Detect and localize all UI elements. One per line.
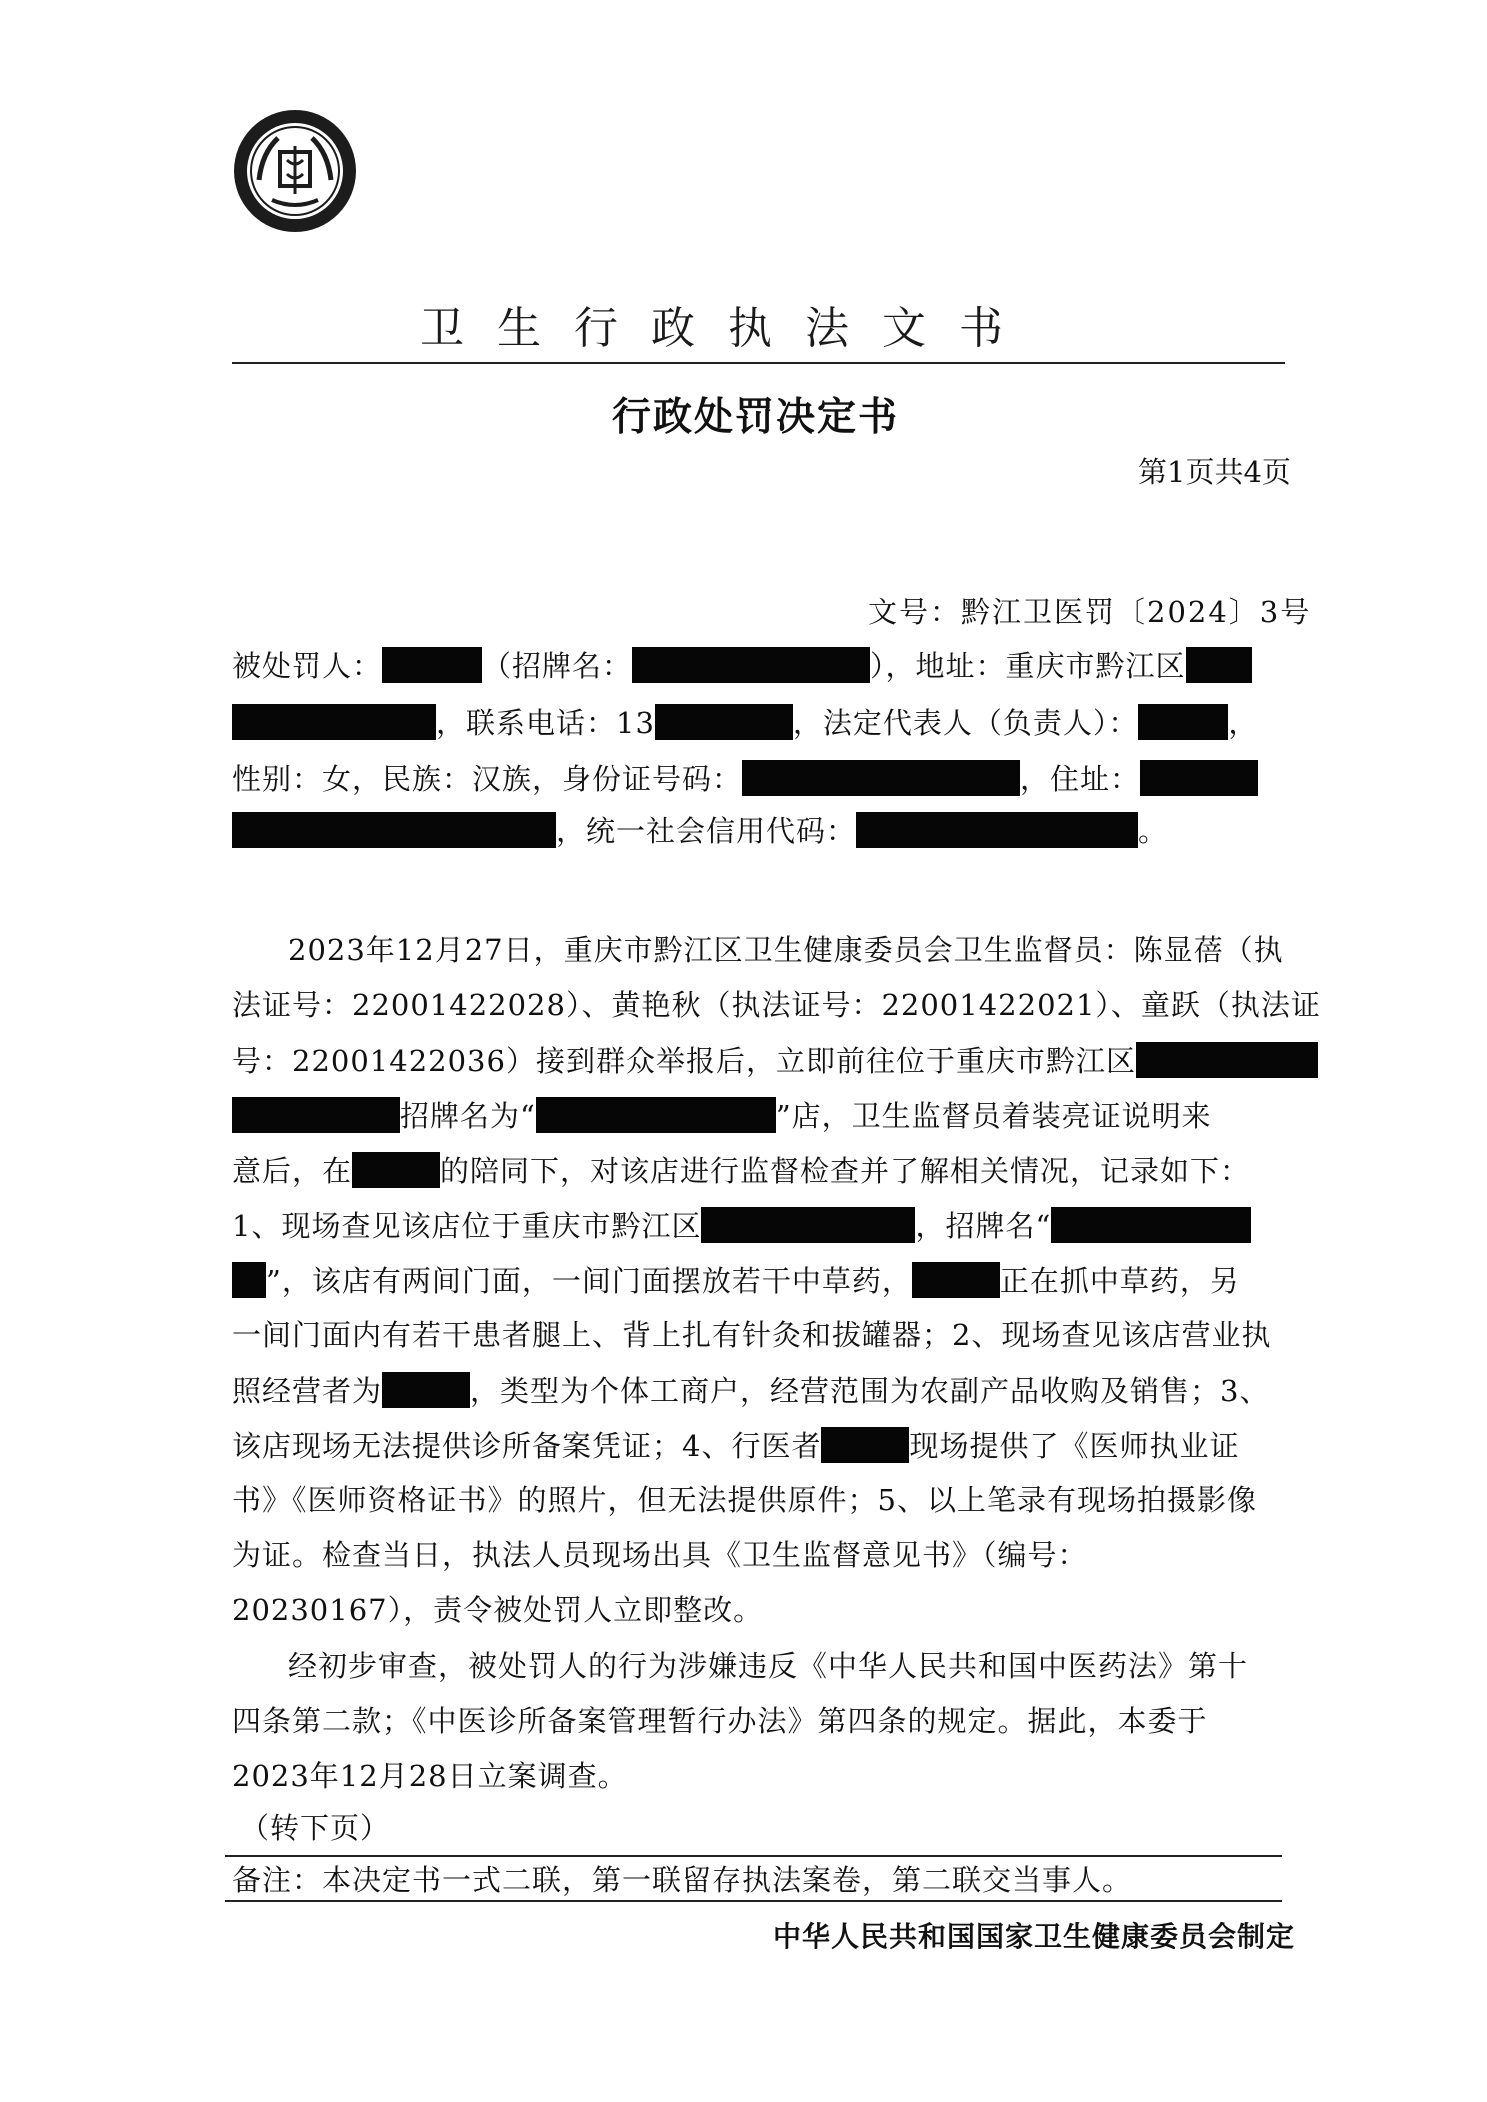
body-line (232, 1042, 1318, 1079)
redaction-bar (632, 647, 870, 683)
redaction-bar (352, 1152, 440, 1188)
redaction-bar (1051, 1207, 1251, 1243)
body-text: 现场提供了《医师执业证 (909, 1429, 1240, 1463)
redaction-bar (856, 812, 1138, 848)
body-line (232, 1372, 1269, 1409)
body-line: 一间门面内有若干患者腿上、背上扎有针灸和拔罐器；2、现场查见该店营业执 (232, 1318, 1272, 1352)
body-line (232, 1427, 1239, 1464)
body-line: 书》《医师资格证书》的照片，但无法提供原件；5、以上笔录有现场拍摄影像 (232, 1483, 1257, 1517)
body-line: 2023年12月28日立案调查。 (232, 1759, 628, 1793)
party-text: ，联系电话：13 (436, 706, 655, 740)
header-divider (232, 362, 1285, 364)
remark-note: 备注：本决定书一式二联，第一联留存执法案卷，第二联交当事人。 (232, 1863, 1133, 1897)
redaction-bar (742, 760, 1020, 796)
body-text: 意后，在 (232, 1154, 353, 1188)
document-number: 文号：黔江卫医罚〔2024〕3号 (868, 595, 1312, 629)
party-line-4 (232, 812, 1168, 849)
party-line-3 (232, 760, 1258, 797)
redaction-bar (382, 647, 482, 683)
body-text: 照经营者为 (232, 1374, 383, 1408)
body-text: 的陪同下，对该店进行监督检查并了解相关情况，记录如下： (440, 1154, 1251, 1188)
body-text: ，招牌名“ (915, 1209, 1052, 1243)
party-text: 性别：女，民族：汉族，身份证号码： (232, 762, 743, 796)
party-text: （招牌名： (482, 649, 633, 683)
redaction-bar (912, 1262, 1000, 1298)
redaction-bar (1136, 1042, 1318, 1078)
redaction-bar (232, 1097, 400, 1133)
body-text: 该店现场无法提供诊所备案凭证；4、行医者 (232, 1429, 822, 1463)
body-text: ”，该店有两间门面，一间门面摆放若干中草药， (266, 1264, 912, 1298)
redaction-bar (1138, 704, 1228, 740)
redaction-bar (821, 1427, 909, 1463)
body-text: 1、现场查见该店位于重庆市黔江区 (232, 1209, 702, 1243)
party-line-1 (232, 647, 1252, 684)
party-text: ， (1228, 706, 1259, 740)
body-line: 为证。检查当日，执法人员现场出具《卫生监督意见书》（编号： (232, 1538, 1088, 1572)
health-emblem-seal (232, 108, 358, 234)
body-text: ，类型为个体工商户，经营范围为农副产品收购及销售；3、 (470, 1374, 1270, 1408)
body-line (232, 1262, 1240, 1299)
party-text: 。 (1138, 814, 1169, 848)
party-text: ），地址：重庆市黔江区 (870, 649, 1186, 683)
redaction-bar (232, 1262, 266, 1298)
note-divider-bottom (225, 1900, 1282, 1902)
redaction-bar (701, 1207, 915, 1243)
issuer-footer: 中华人民共和国国家卫生健康委员会制定 (773, 1920, 1296, 1953)
page-number: 第1页共4页 (1138, 455, 1291, 489)
body-line: 2023年12月27日，重庆市黔江区卫生健康委员会卫生监督员：陈显蓓（执 (288, 933, 1284, 967)
body-line: 法证号：22001422028）、黄艳秋（执法证号：22001422021）、童跃（执法证 (232, 988, 1321, 1022)
body-text: ”店，卫生监督员着装亮证说明来 (775, 1099, 1212, 1133)
party-text: ，统一社会信用代码： (556, 814, 857, 848)
redaction-bar (536, 1097, 776, 1133)
document-heading: 行政处罚决定书 (612, 395, 900, 440)
note-divider-top (225, 1855, 1282, 1857)
redaction-bar (1140, 760, 1258, 796)
body-text: 招牌名为“ (400, 1099, 536, 1133)
party-text: ，住址： (1020, 762, 1141, 796)
body-line (232, 1152, 1250, 1189)
redaction-bar (232, 704, 436, 740)
redaction-bar (655, 704, 793, 740)
document-category-title: 卫生行政执法文书 (420, 303, 1036, 354)
continue-note: （转下页） (240, 1811, 391, 1845)
redaction-bar (382, 1372, 470, 1408)
body-line (232, 1207, 1251, 1244)
body-line (232, 1097, 1212, 1134)
party-line-2 (232, 704, 1258, 741)
body-line: 20230167），责令被处罚人立即整改。 (232, 1593, 764, 1627)
body-line: 四条第二款；《中医诊所备案管理暂行办法》第四条的规定。据此，本委于 (232, 1704, 1208, 1738)
party-text: ，法定代表人（负责人）： (792, 706, 1139, 740)
body-line: 经初步审查，被处罚人的行为涉嫌违反《中华人民共和国中医药法》第十 (288, 1649, 1249, 1683)
body-text: 正在抓中草药，另 (999, 1264, 1240, 1298)
body-text: 号：22001422036）接到群众举报后，立即前往位于重庆市黔江区 (232, 1044, 1136, 1078)
party-label: 被处罚人： (232, 649, 383, 683)
redaction-bar (232, 812, 556, 848)
redaction-bar (1186, 647, 1252, 683)
